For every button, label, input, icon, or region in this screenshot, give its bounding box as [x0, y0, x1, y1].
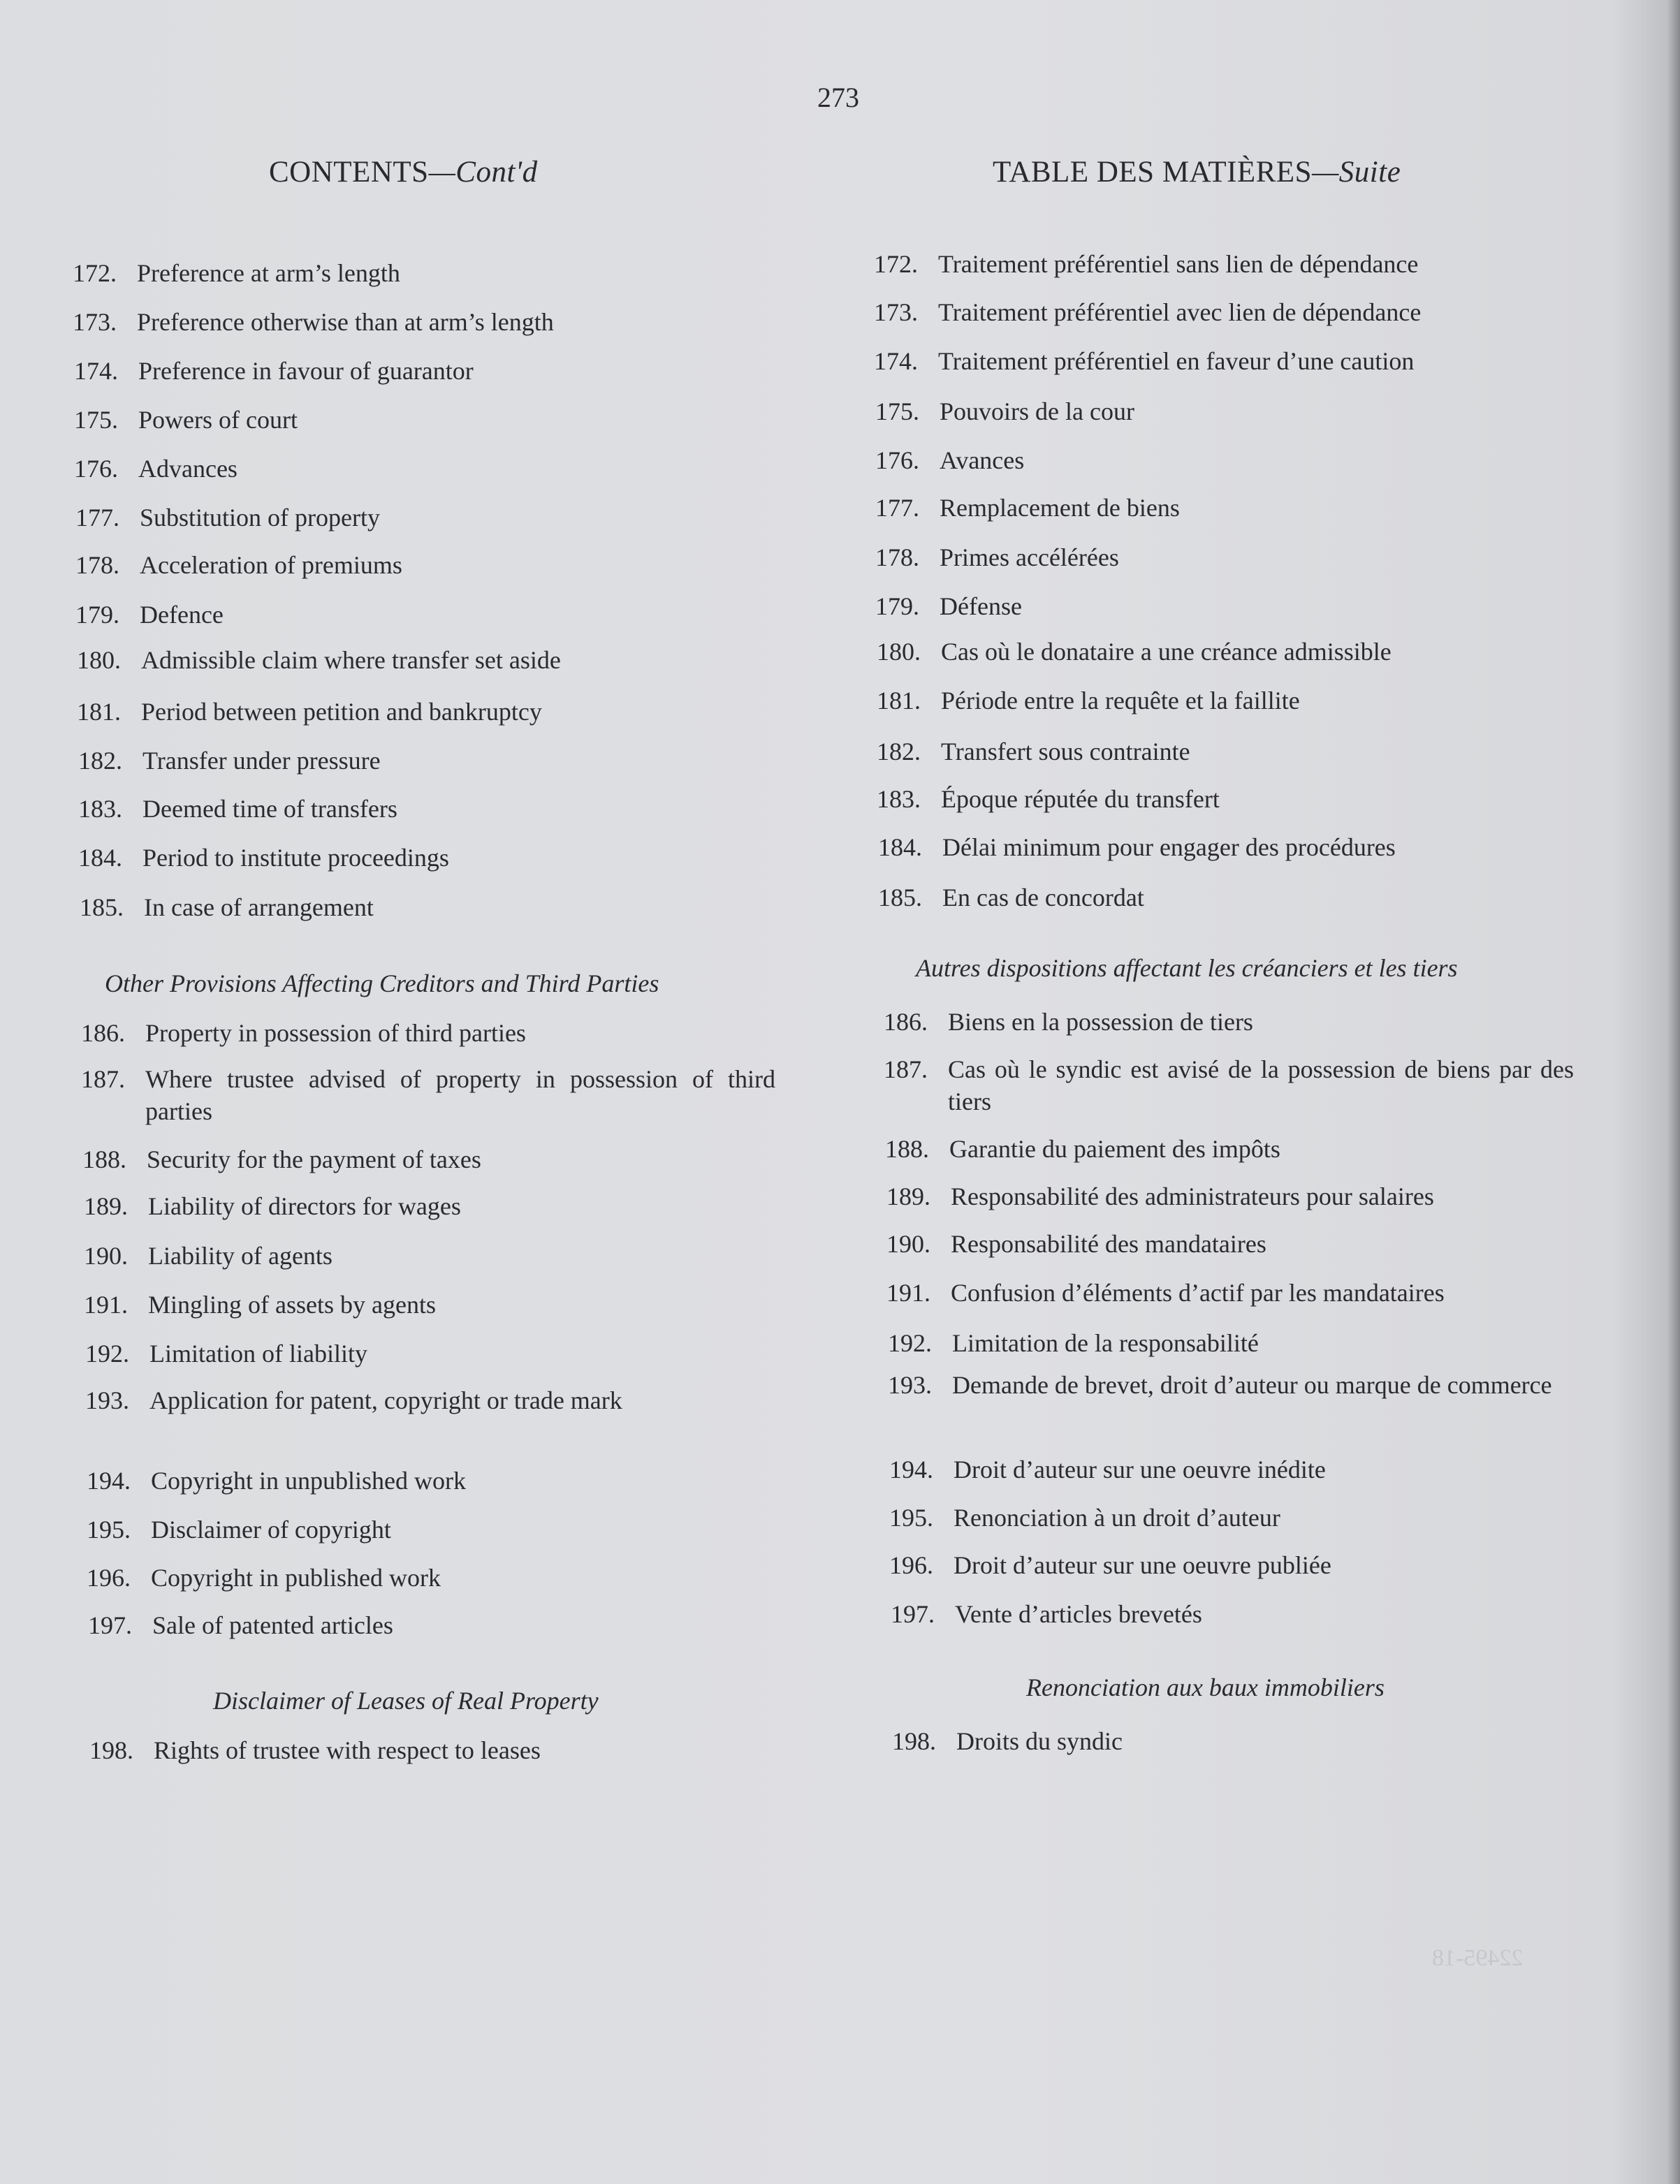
toc-entry	[877, 684, 1300, 717]
entry-number: 188.	[82, 1145, 126, 1173]
entry-number: 178.	[875, 543, 919, 571]
entry-number: 186.	[884, 1008, 928, 1036]
entry-number: 182.	[877, 738, 921, 765]
entry-text: Traitement préférentiel avec lien de dépendance	[938, 298, 1422, 326]
entry-text: Deemed time of transfers	[143, 795, 397, 823]
entry-text: Powers of court	[138, 406, 298, 434]
toc-entry	[88, 1609, 393, 1641]
entry-number: 188.	[885, 1135, 929, 1163]
entry-text: Substitution of property	[140, 504, 380, 532]
toc-entry	[886, 1228, 1266, 1260]
entry-text: Transfer under pressure	[143, 747, 381, 775]
entry-text: Disclaimer of copyright	[151, 1516, 391, 1544]
entry-text: Mingling of assets by agents	[148, 1291, 436, 1319]
entry-number: 182.	[78, 747, 122, 775]
entry-text: Avances	[940, 446, 1025, 474]
entry-text: Preference at arm’s length	[137, 259, 400, 287]
entry-number: 198.	[89, 1736, 133, 1764]
entry-text: Copyright in published work	[151, 1564, 441, 1592]
entry-number: 197.	[891, 1600, 935, 1628]
entry-text: Responsabilité des administrateurs pour salaires	[951, 1182, 1434, 1210]
toc-entry	[85, 1384, 622, 1416]
toc-entry	[87, 1465, 466, 1497]
entry-number: 192.	[888, 1329, 932, 1357]
entry-text: Époque réputée du transfert	[941, 785, 1220, 813]
entry-number: 183.	[877, 785, 921, 813]
entry-number: 177.	[875, 494, 919, 522]
entry-text: Défense	[940, 592, 1022, 620]
entry-number: 187.	[884, 1055, 928, 1083]
entry-text: Limitation de la responsabilité	[952, 1329, 1259, 1357]
english-title	[269, 155, 538, 189]
entry-number: 173.	[73, 308, 117, 336]
entry-text: Sale of patented articles	[152, 1611, 393, 1639]
entry-text: Responsabilité des mandataires	[951, 1230, 1266, 1258]
entry-text: Copyright in unpublished work	[151, 1467, 466, 1495]
entry-text: Where trustee advised of property in possession of third parties	[145, 1065, 775, 1125]
entry-text: Rights of trustee with respect to leases	[154, 1736, 541, 1764]
toc-entry	[82, 1143, 481, 1175]
entry-text: Droit d’auteur sur une oeuvre inédite	[954, 1456, 1326, 1483]
section-heading-renonciation-baux: Renonciation aux baux immobiliers	[1026, 1673, 1385, 1701]
entry-number: 180.	[77, 646, 121, 674]
entry-number: 191.	[886, 1279, 930, 1307]
toc-entry	[75, 599, 224, 631]
toc-entry	[877, 783, 1220, 815]
page-number: 273	[817, 82, 859, 113]
toc-entry	[875, 590, 1022, 622]
entry-number: 189.	[84, 1192, 128, 1220]
entry-text: Acceleration of premiums	[140, 551, 402, 579]
toc-entry	[73, 306, 554, 338]
entry-number: 184.	[878, 833, 922, 861]
toc-entry	[874, 248, 1418, 280]
entry-text: Advances	[138, 455, 238, 483]
toc-entry	[84, 1190, 461, 1222]
toc-entry	[875, 395, 1134, 427]
toc-entry	[889, 1549, 1331, 1581]
toc-entry	[889, 1453, 1326, 1486]
toc-entry	[874, 345, 1414, 377]
toc-entry	[77, 644, 561, 676]
entry-text: Liability of directors for wages	[148, 1192, 461, 1220]
entry-text: Transfert sous contrainte	[941, 738, 1190, 765]
entry-number: 179.	[75, 601, 119, 629]
entry-number: 177.	[75, 504, 119, 532]
toc-entry	[81, 1017, 526, 1049]
entry-number: 181.	[877, 687, 921, 714]
toc-entry	[75, 549, 402, 581]
entry-text: Admissible claim where transfer set aside	[141, 646, 561, 674]
entry-number: 176.	[875, 446, 919, 474]
entry-text: Biens en la possession de tiers	[948, 1008, 1253, 1036]
toc-entry	[74, 404, 298, 436]
section-heading-other-provisions: Other Provisions Affecting Creditors and Third Parties	[105, 969, 659, 997]
entry-number: 189.	[886, 1182, 930, 1210]
entry-number: 185.	[80, 893, 124, 921]
entry-number: 190.	[886, 1230, 930, 1258]
french-title-suffix: —Suite	[1312, 156, 1401, 189]
entry-number: 195.	[87, 1516, 131, 1544]
english-title-suffix: —Cont'd	[428, 156, 538, 189]
toc-entry	[877, 735, 1190, 768]
entry-text: Remplacement de biens	[940, 494, 1180, 522]
entry-number: 173.	[874, 298, 918, 326]
entry-number: 174.	[74, 357, 118, 385]
french-title	[993, 155, 1401, 189]
toc-entry	[84, 1240, 333, 1272]
entry-text: Renonciation à un droit d’auteur	[954, 1504, 1280, 1532]
toc-entry	[888, 1327, 1259, 1359]
toc-entry	[875, 444, 1024, 476]
entry-text: Period to institute proceedings	[143, 844, 449, 872]
section-heading-leases: Disclaimer of Leases of Real Property	[213, 1687, 599, 1715]
entry-text: Cas où le donataire a une créance admissible	[941, 638, 1392, 666]
toc-entry	[75, 501, 380, 534]
toc-entry	[875, 492, 1180, 524]
toc-entry	[74, 355, 474, 387]
entry-number: 195.	[889, 1504, 933, 1532]
entry-number: 191.	[84, 1291, 128, 1319]
page-edge-shadow	[1667, 0, 1680, 2184]
entry-number: 178.	[75, 551, 119, 579]
entry-text: Pouvoirs de la cour	[940, 397, 1134, 425]
section-heading-autres-dispositions: Autres dispositions affectant les créanciers et les tiers	[916, 954, 1458, 982]
toc-entry	[886, 1180, 1434, 1212]
toc-entry	[73, 257, 400, 289]
english-title-main: CONTENTS	[269, 156, 429, 189]
entry-text: Period between petition and bankruptcy	[141, 698, 542, 726]
toc-entry	[77, 696, 542, 728]
entry-number: 180.	[877, 638, 921, 666]
toc-entry	[884, 1053, 1574, 1117]
toc-entry	[78, 793, 397, 825]
entry-text: Preference otherwise than at arm’s length	[137, 308, 554, 336]
toc-entry	[74, 453, 238, 485]
entry-number: 193.	[888, 1371, 932, 1399]
entry-text: Defence	[140, 601, 224, 629]
toc-entry	[878, 831, 1396, 863]
entry-number: 185.	[878, 884, 922, 911]
toc-entry	[78, 842, 449, 874]
entry-number: 176.	[74, 455, 118, 483]
toc-entry	[87, 1562, 441, 1594]
entry-text: Property in possession of third parties	[145, 1019, 526, 1047]
entry-number: 174.	[874, 347, 918, 375]
toc-entry	[884, 1006, 1253, 1038]
entry-number: 194.	[87, 1467, 131, 1495]
entry-number: 183.	[78, 795, 122, 823]
toc-entry	[877, 636, 1392, 668]
entry-number: 175.	[74, 406, 118, 434]
toc-entry	[81, 1063, 775, 1127]
bleed-through-stamp: 22495-18	[1432, 1945, 1524, 1971]
entry-number: 175.	[875, 397, 919, 425]
entry-text: Droits du syndic	[956, 1727, 1123, 1755]
toc-entry	[878, 881, 1144, 914]
toc-entry	[89, 1734, 541, 1766]
entry-number: 194.	[889, 1456, 933, 1483]
toc-entry	[891, 1598, 1202, 1630]
toc-entry	[888, 1369, 1577, 1401]
entry-text: Garantie du paiement des impôts	[949, 1135, 1280, 1163]
entry-text: Liability of agents	[148, 1242, 333, 1270]
entry-number: 197.	[88, 1611, 132, 1639]
toc-entry	[885, 1133, 1280, 1165]
toc-entry	[892, 1725, 1123, 1757]
entry-text: Demande de brevet, droit d’auteur ou marque de commerce	[952, 1371, 1552, 1399]
french-title-main: TABLE DES MATIÈRES	[993, 156, 1313, 189]
entry-number: 181.	[77, 698, 121, 726]
toc-entry	[886, 1277, 1445, 1309]
entry-text: Application for patent, copyright or trade mark	[149, 1386, 622, 1414]
entry-text: Traitement préférentiel sans lien de dépendance	[938, 250, 1419, 278]
entry-number: 172.	[874, 250, 918, 278]
entry-text: Délai minimum pour engager des procédures	[942, 833, 1396, 861]
toc-entry	[78, 745, 381, 777]
entry-text: Primes accélérées	[940, 543, 1119, 571]
entry-text: Confusion d’éléments d’actif par les mandataires	[951, 1279, 1445, 1307]
entry-text: En cas de concordat	[942, 884, 1144, 911]
entry-number: 196.	[87, 1564, 131, 1592]
entry-text: Preference in favour of guarantor	[138, 357, 474, 385]
entry-text: Cas où le syndic est avisé de la possession de biens par des tiers	[948, 1055, 1574, 1115]
entry-number: 179.	[875, 592, 919, 620]
toc-entry	[80, 891, 374, 923]
entry-number: 198.	[892, 1727, 936, 1755]
entry-text: Période entre la requête et la faillite	[941, 687, 1300, 714]
entry-text: Droit d’auteur sur une oeuvre publiée	[954, 1551, 1331, 1579]
toc-entry	[85, 1337, 367, 1370]
toc-entry	[889, 1502, 1280, 1534]
entry-number: 172.	[73, 259, 117, 287]
entry-number: 192.	[85, 1340, 129, 1368]
entry-number: 193.	[85, 1386, 129, 1414]
entry-text: Vente d’articles brevetés	[955, 1600, 1202, 1628]
entry-text: Traitement préférentiel en faveur d’une caution	[938, 347, 1415, 375]
toc-entry	[874, 296, 1421, 328]
entry-number: 187.	[81, 1065, 125, 1093]
entry-number: 196.	[889, 1551, 933, 1579]
toc-entry	[875, 541, 1119, 573]
entry-text: Limitation of liability	[149, 1340, 367, 1368]
toc-entry	[84, 1289, 436, 1321]
toc-entry	[87, 1514, 391, 1546]
entry-text: Security for the payment of taxes	[147, 1145, 481, 1173]
entry-number: 184.	[78, 844, 122, 872]
entry-number: 186.	[81, 1019, 125, 1047]
entry-text: In case of arrangement	[144, 893, 374, 921]
entry-number: 190.	[84, 1242, 128, 1270]
